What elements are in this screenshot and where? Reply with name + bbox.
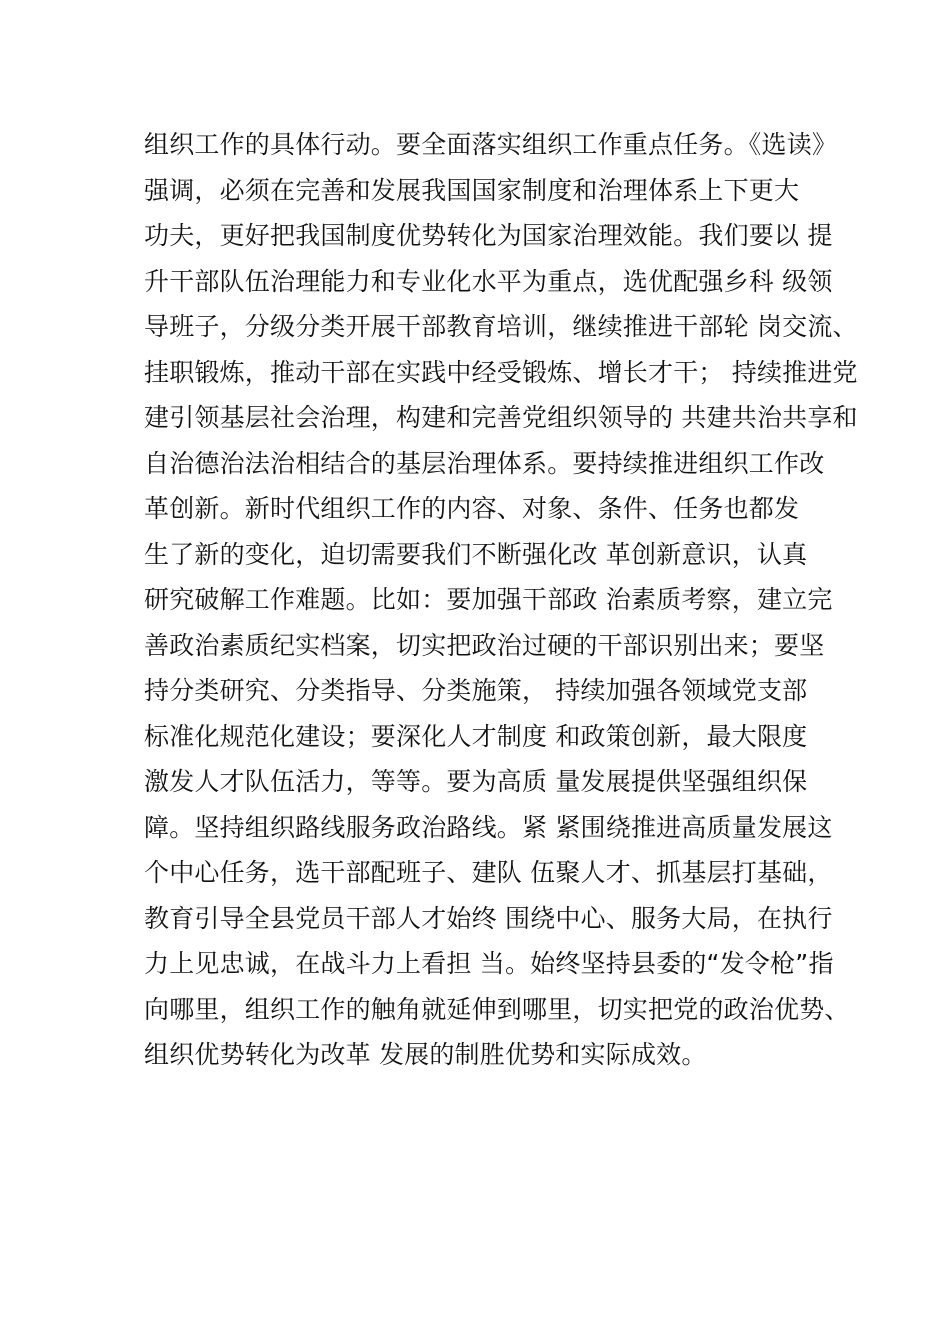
- text-line-11: 研究破解工作难题。比如：要加强干部政 治素质考察，建立完: [144, 585, 833, 614]
- text-line-4: 升干部队伍治理能力和专业化水平为重点，选优配强乡科 级领: [144, 266, 833, 296]
- text-line-9: 革创新。新时代组织工作的内容、对象、条件、任务也都发: [144, 494, 800, 523]
- text-line-3: 功夫，更好把我国制度优势转化为国家治理效能。我们要以 提: [144, 221, 833, 250]
- body-text: [144, 122, 858, 1078]
- text-line-18: 教育引导全县党员干部人才始终 围绕中心、服务大局，在执行: [144, 903, 833, 933]
- text-line-10: 生了新的变化，迫切需要我们不断强化改 革创新意识，认真: [144, 539, 808, 569]
- text-line-16: 障。坚持组织路线服务政治路线。紧 紧围绕推进高质量发展这: [144, 812, 833, 842]
- text-line-12: 善政治素质纪实档案，切实把政治过硬的干部识别出来；要坚: [144, 630, 825, 660]
- text-line-15: 激发人才队伍活力，等等。要为高质 量发展提供坚强组织保: [144, 767, 808, 796]
- text-line-2: 强调，必须在完善和发展我国国家制度和治理体系上下更大: [144, 175, 800, 205]
- text-line-6: 挂职锻炼，推动干部在实践中经受锻炼、增长才干； 持续推进党: [144, 357, 858, 387]
- text-line-8: 自治德治法治相结合的基层治理体系。要持续推进组织工作改: [144, 448, 825, 478]
- text-line-21: 组织优势转化为改革 发展的制胜优势和实际成效。: [144, 1040, 707, 1069]
- text-line-7: 建引领基层社会治理，构建和完善党组织领导的 共建共治共享和: [144, 403, 858, 432]
- text-line-1: 组织工作的具体行动。要全面落实组织工作重点任务。《选读》: [144, 130, 838, 159]
- text-line-13: 持分类研究、分类指导、分类施策， 持续加强各领域党支部: [144, 676, 808, 705]
- text-line-20: 向哪里，组织工作的触角就延伸到哪里，切实把党的政治优势、: [144, 994, 850, 1024]
- text-line-17: 个中心任务，选干部配班子、建队 伍聚人才、抓基层打基础，: [144, 858, 833, 887]
- text-line-5: 导班子，分级分类开展干部教育培训，继续推进干部轮 岗交流、: [144, 312, 858, 341]
- text-line-19: 力上见忠诚，在战斗力上看担 当。始终坚持县委的“发令枪”指: [144, 949, 834, 978]
- text-line-14: 标准化规范化建设；要深化人才制度 和政策创新，最大限度: [144, 721, 808, 751]
